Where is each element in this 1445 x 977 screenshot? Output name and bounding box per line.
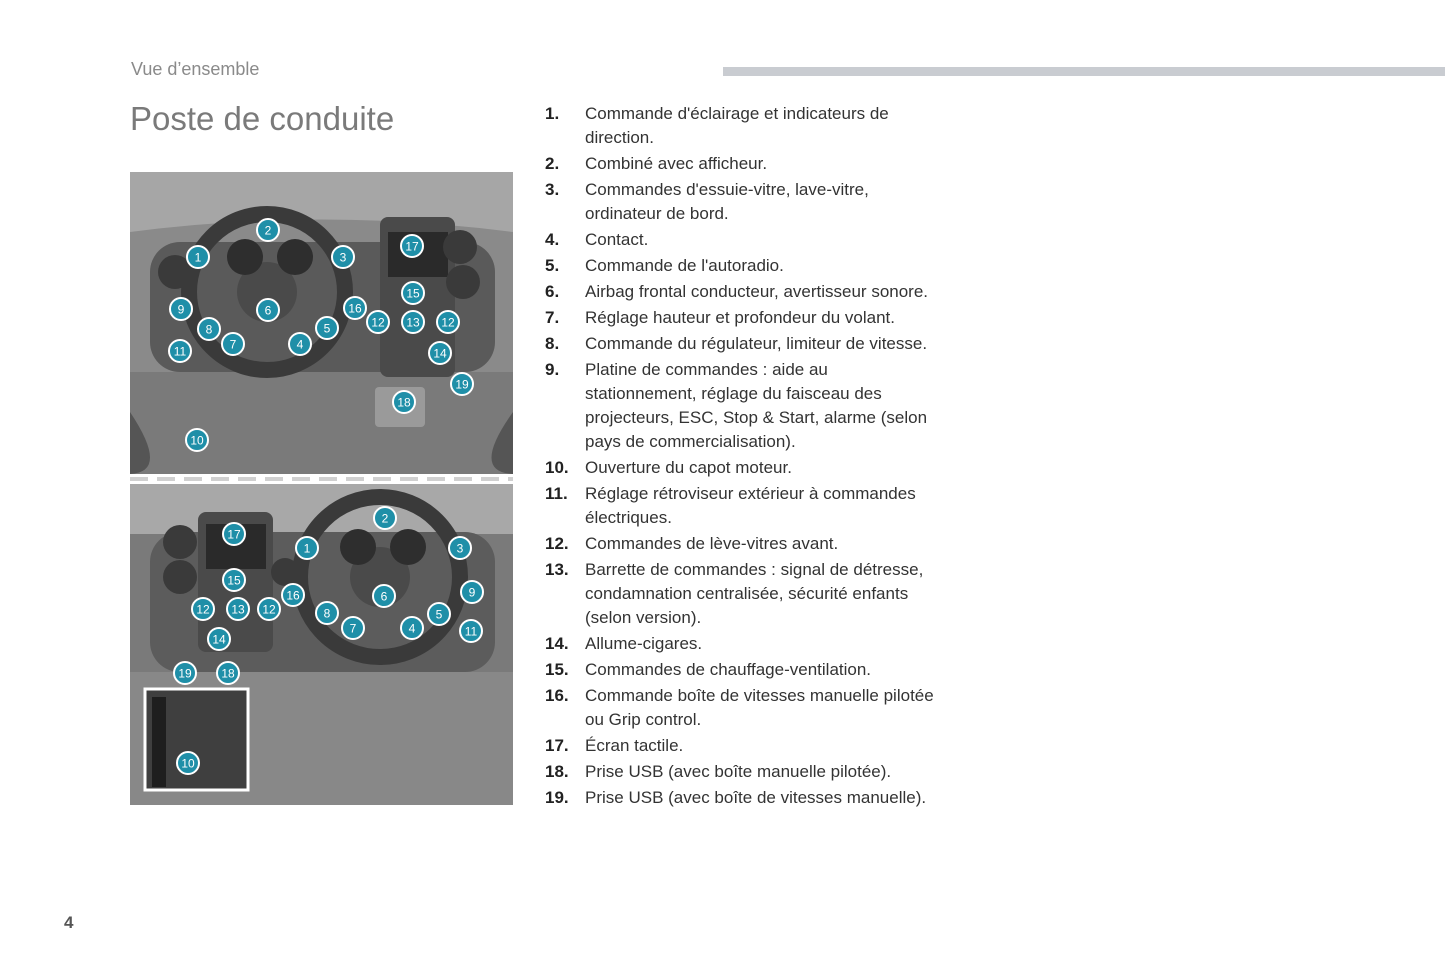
dashboard-figure (130, 172, 513, 805)
legend-item-number: 13. (545, 560, 569, 579)
legend-item (545, 760, 935, 784)
callout-label: 5 (323, 321, 331, 336)
callout-13 (227, 598, 249, 620)
callout-9 (461, 581, 483, 603)
callout-16 (344, 297, 366, 319)
legend-item (545, 734, 935, 758)
callout-label: 17 (405, 239, 419, 254)
callout-10 (186, 429, 208, 451)
callout-label: 3 (339, 250, 347, 265)
legend-item (545, 254, 935, 278)
callout-17 (401, 235, 423, 257)
callout-label: 4 (296, 337, 304, 352)
legend-item (545, 658, 935, 682)
header-bar (723, 67, 1445, 76)
legend-item-text: Platine de commandes : aide au stationnement, réglage du faisceau des projecteurs, ESC, Stop & Start, alarme (selon pays de commercialisation). (585, 360, 928, 451)
callout-label: 6 (264, 303, 272, 318)
callout-7 (222, 333, 244, 355)
callout-12 (437, 311, 459, 333)
callout-5 (316, 317, 338, 339)
legend-item (545, 178, 935, 226)
callout-label: 13 (406, 315, 420, 330)
callout-3 (449, 537, 471, 559)
callout-label: 10 (181, 756, 195, 771)
legend-item (545, 280, 935, 304)
callout-13 (402, 311, 424, 333)
callout-6 (373, 585, 395, 607)
legend-list (545, 102, 935, 812)
legend-item-text: Barrette de commandes : signal de détresse, condamnation centralisée, sécurité enfants (selon version). (585, 560, 924, 627)
callout-label: 14 (433, 346, 447, 361)
legend-item-number: 14. (545, 634, 569, 653)
legend-item-text: Allume-cigares. (585, 634, 703, 653)
legend-item (545, 684, 935, 732)
callout-label: 10 (190, 433, 204, 448)
page-number: 4 (64, 913, 74, 932)
callout-label: 15 (227, 573, 241, 588)
page-title: Poste de conduite (130, 100, 395, 137)
callout-14 (208, 628, 230, 650)
callout-label: 11 (173, 344, 187, 359)
callout-label: 2 (381, 511, 389, 526)
callout-4 (289, 333, 311, 355)
legend-item (545, 332, 935, 356)
callout-16 (282, 584, 304, 606)
legend-item-number: 12. (545, 534, 569, 553)
callout-label: 14 (212, 632, 226, 647)
legend-item-number: 8. (545, 334, 560, 353)
callout-18 (393, 391, 415, 413)
callout-14 (429, 342, 451, 364)
legend-item-number: 5. (545, 256, 560, 275)
callout-label: 2 (264, 223, 272, 238)
legend-item-text: Commande de l'autoradio. (585, 256, 784, 275)
callout-5 (428, 603, 450, 625)
callout-label: 9 (177, 302, 185, 317)
legend-item-number: 9. (545, 360, 560, 379)
callout-label: 18 (397, 395, 411, 410)
callout-18 (217, 662, 239, 684)
legend-item-text: Commandes de chauffage-ventilation. (585, 660, 872, 679)
callout-label: 12 (196, 602, 210, 617)
legend-item-number: 16. (545, 686, 569, 705)
section-label: Vue d’ensemble (131, 59, 260, 79)
callout-12 (367, 311, 389, 333)
callout-1 (296, 537, 318, 559)
callout-label: 19 (178, 666, 192, 681)
callout-label: 16 (286, 588, 300, 603)
callout-label: 12 (441, 315, 455, 330)
callout-10 (177, 752, 199, 774)
legend-item-number: 4. (545, 230, 560, 249)
callout-12 (258, 598, 280, 620)
callout-4 (401, 617, 423, 639)
callout-label: 18 (221, 666, 235, 681)
legend-item-text: Écran tactile. (585, 736, 684, 755)
legend-item (545, 102, 935, 150)
legend-item (545, 482, 935, 530)
legend-item-text: Prise USB (avec boîte de vitesses manuelle). (585, 788, 927, 807)
legend-item-text: Commande boîte de vitesses manuelle pilotée ou Grip control. (585, 686, 934, 729)
callout-label: 1 (194, 250, 202, 265)
callout-17 (223, 523, 245, 545)
callout-label: 11 (464, 624, 478, 639)
legend-item-text: Commande d'éclairage et indicateurs de direction. (585, 104, 889, 147)
legend-item-text: Contact. (585, 230, 649, 249)
callout-11 (460, 620, 482, 642)
callout-19 (451, 373, 473, 395)
legend-item-number: 17. (545, 736, 569, 755)
callout-label: 16 (348, 301, 362, 316)
callout-label: 8 (205, 322, 213, 337)
callout-11 (169, 340, 191, 362)
legend-item-text: Commandes de lève-vitres avant. (585, 534, 839, 553)
callout-8 (198, 318, 220, 340)
legend-item-number: 15. (545, 660, 569, 679)
legend-item (545, 558, 935, 630)
legend-item (545, 358, 935, 454)
callout-label: 7 (229, 337, 237, 352)
legend-item-number: 1. (545, 104, 560, 123)
legend-item (545, 632, 935, 656)
callout-label: 12 (262, 602, 276, 617)
callout-2 (257, 219, 279, 241)
callout-label: 17 (227, 527, 241, 542)
legend-item (545, 228, 935, 252)
callout-2 (374, 507, 396, 529)
legend-item-text: Combiné avec afficheur. (585, 154, 768, 173)
legend-item-number: 2. (545, 154, 560, 173)
legend-item-number: 6. (545, 282, 560, 301)
callout-7 (342, 617, 364, 639)
legend-item-number: 10. (545, 458, 569, 477)
callout-19 (174, 662, 196, 684)
legend-item-number: 11. (545, 484, 568, 503)
legend-item-text: Commandes d'essuie-vitre, lave-vitre, ordinateur de bord. (585, 180, 869, 223)
callout-15 (223, 569, 245, 591)
legend-item (545, 152, 935, 176)
callout-label: 19 (455, 377, 469, 392)
callout-8 (316, 602, 338, 624)
legend-item (545, 532, 935, 556)
callout-label: 9 (468, 585, 476, 600)
legend-item (545, 306, 935, 330)
callout-label: 15 (406, 286, 420, 301)
callout-label: 5 (435, 607, 443, 622)
legend-item-text: Ouverture du capot moteur. (585, 458, 792, 477)
legend-item-text: Commande du régulateur, limiteur de vitesse. (585, 334, 928, 353)
callout-1 (187, 246, 209, 268)
callout-label: 13 (231, 602, 245, 617)
legend-item-number: 18. (545, 762, 569, 781)
callout-label: 8 (323, 606, 331, 621)
callout-label: 4 (408, 621, 416, 636)
callout-15 (402, 282, 424, 304)
legend-item-text: Prise USB (avec boîte manuelle pilotée). (585, 762, 892, 781)
callout-3 (332, 246, 354, 268)
callout-label: 6 (380, 589, 388, 604)
legend-item-number: 7. (545, 308, 560, 327)
callout-label: 7 (349, 621, 357, 636)
legend-item-number: 3. (545, 180, 560, 199)
callout-label: 1 (303, 541, 311, 556)
callout-12 (192, 598, 214, 620)
legend-item-text: Réglage rétroviseur extérieur à commandes électriques. (585, 484, 916, 527)
legend-item (545, 786, 935, 810)
callout-6 (257, 299, 279, 321)
legend-item-number: 19. (545, 788, 569, 807)
callout-9 (170, 298, 192, 320)
legend-item-text: Airbag frontal conducteur, avertisseur sonore. (585, 282, 929, 301)
legend-item (545, 456, 935, 480)
callout-label: 3 (456, 541, 464, 556)
legend-item-text: Réglage hauteur et profondeur du volant. (585, 308, 896, 327)
callout-label: 12 (371, 315, 385, 330)
